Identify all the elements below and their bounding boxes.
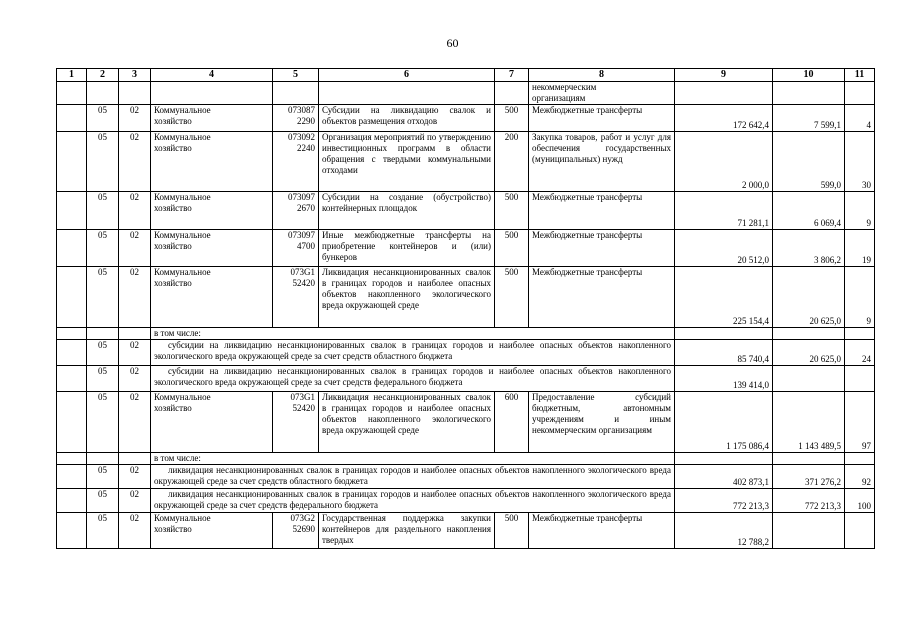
- cell-section: 05: [87, 230, 119, 267]
- cell-subsection: 02: [119, 489, 151, 513]
- cell-description: Государственная поддержка закупки контейнеров для раздельного накопления твердых: [319, 513, 495, 549]
- cell-expense-type: Межбюджетные трансферты: [529, 192, 675, 230]
- cell-expense-type: Межбюджетные трансферты: [529, 105, 675, 132]
- cell-section: 05: [87, 192, 119, 230]
- cell-plan: 20 512,0: [675, 230, 773, 267]
- cell-description: Иные межбюджетные трансферты на приобретение контейнеров и (или) бункеров: [319, 230, 495, 267]
- col-header: 2: [87, 69, 119, 82]
- cell-section: 05: [87, 392, 119, 453]
- cell-code: 073097 2670: [273, 192, 319, 230]
- cell-expense-type: Закупка товаров, работ и услуг для обеспечения государственных (муниципальных) нужд: [529, 132, 675, 192]
- table-row: [57, 489, 875, 513]
- cell-subsection: 02: [119, 340, 151, 366]
- cell-percent: 30: [845, 132, 875, 192]
- cell-subsection: 02: [119, 392, 151, 453]
- cell-percent: [845, 513, 875, 549]
- cell-subsection: 02: [119, 192, 151, 230]
- cell-actual: 20 625,0: [773, 267, 845, 328]
- cell-subitem-description: субсидии на ликвидацию несанкционированных свалок в границах городов и наиболее опасных объектов накопленного экологического вреда окружающей среде за счет средств областного бюджета: [151, 340, 675, 366]
- cell-subsection: 02: [119, 465, 151, 489]
- cell-code: 073G1 52420: [273, 392, 319, 453]
- cell: [57, 392, 87, 453]
- cell: [773, 82, 845, 105]
- cell: [773, 453, 845, 465]
- cell-name: Коммунальное хозяйство: [151, 267, 273, 328]
- cell: [273, 82, 319, 105]
- in-that-number-label: в том числе:: [151, 453, 675, 465]
- table-row: [57, 267, 875, 328]
- cell-subitem-description: субсидии на ликвидацию несанкционированных свалок в границах городов и наиболее опасных объектов накопленного экологического вреда окружающей среде за счет средств федерального бюджета: [151, 366, 675, 392]
- cell-section: 05: [87, 267, 119, 328]
- cell-section: 05: [87, 366, 119, 392]
- cell-expense-type: Межбюджетные трансферты: [529, 230, 675, 267]
- cell: [57, 132, 87, 192]
- cell-actual: 20 625,0: [773, 340, 845, 366]
- cell: [119, 453, 151, 465]
- cell-section: 05: [87, 465, 119, 489]
- cell-actual: 3 806,2: [773, 230, 845, 267]
- table-row: [57, 328, 875, 340]
- cell: [675, 453, 773, 465]
- cell-plan: 139 414,0: [675, 366, 773, 392]
- cell-percent: 4: [845, 105, 875, 132]
- cell: [57, 82, 87, 105]
- cell: [87, 328, 119, 340]
- col-header: 6: [319, 69, 495, 82]
- cell-code: 073G1 52420: [273, 267, 319, 328]
- cell: [87, 82, 119, 105]
- cell-type-code: 500: [495, 513, 529, 549]
- cell-actual: 371 276,2: [773, 465, 845, 489]
- cell: [845, 328, 875, 340]
- cell-name: Коммунальное хозяйство: [151, 192, 273, 230]
- cell-code: 073G2 52690: [273, 513, 319, 549]
- cell-code: 073087 2290: [273, 105, 319, 132]
- cell-percent: 92: [845, 465, 875, 489]
- cell-code: 073092 2240: [273, 132, 319, 192]
- cell-actual: [773, 513, 845, 549]
- cell-percent: [845, 366, 875, 392]
- cell-percent: 9: [845, 267, 875, 328]
- cell: [57, 267, 87, 328]
- cell: [119, 82, 151, 105]
- cell-actual: 772 213,3: [773, 489, 845, 513]
- cell: [57, 453, 87, 465]
- cell-percent: 9: [845, 192, 875, 230]
- table-row: [57, 340, 875, 366]
- column-number-row: [57, 69, 875, 82]
- cell-type-code: 500: [495, 230, 529, 267]
- col-header: 5: [273, 69, 319, 82]
- cell-name: Коммунальное хозяйство: [151, 105, 273, 132]
- cell-plan: 85 740,4: [675, 340, 773, 366]
- table-row: [57, 465, 875, 489]
- cell-expense-type: Межбюджетные трансферты: [529, 267, 675, 328]
- cell-plan: 772 213,3: [675, 489, 773, 513]
- table-row: [57, 366, 875, 392]
- col-header: 1: [57, 69, 87, 82]
- col-header: 3: [119, 69, 151, 82]
- table-row: [57, 105, 875, 132]
- cell-type-code: 500: [495, 267, 529, 328]
- cell-section: 05: [87, 489, 119, 513]
- col-header: 8: [529, 69, 675, 82]
- cell-plan: 172 642,4: [675, 105, 773, 132]
- cell-description: Субсидии на ликвидацию свалок и объектов размещения отходов: [319, 105, 495, 132]
- cell-subsection: 02: [119, 267, 151, 328]
- cell: [845, 453, 875, 465]
- cell-type-code: 500: [495, 105, 529, 132]
- cell-percent: 97: [845, 392, 875, 453]
- col-header: 9: [675, 69, 773, 82]
- col-header: 11: [845, 69, 875, 82]
- cell-type-code: 600: [495, 392, 529, 453]
- cell: [57, 105, 87, 132]
- cell-actual: 7 599,1: [773, 105, 845, 132]
- col-header: 7: [495, 69, 529, 82]
- cell-subsection: 02: [119, 366, 151, 392]
- cell: [845, 82, 875, 105]
- cell-plan: 402 873,1: [675, 465, 773, 489]
- cell-actual: 599,0: [773, 132, 845, 192]
- cell-subsection: 02: [119, 105, 151, 132]
- cell-name: Коммунальное хозяйство: [151, 513, 273, 549]
- cell-section: 05: [87, 340, 119, 366]
- cell-description: Ликвидация несанкционированных свалок в границах городов и наиболее опасных объектов накопленного экологического вреда окружающей среде: [319, 267, 495, 328]
- table-row: [57, 453, 875, 465]
- cell: [151, 82, 273, 105]
- budget-table: [56, 68, 875, 549]
- cell: [319, 82, 495, 105]
- cell-actual: [773, 366, 845, 392]
- table-row: [57, 192, 875, 230]
- cell-plan: 12 788,2: [675, 513, 773, 549]
- cell-subsection: 02: [119, 132, 151, 192]
- cell-section: 05: [87, 132, 119, 192]
- cell: [87, 453, 119, 465]
- cell-subsection: 02: [119, 230, 151, 267]
- col-header: 10: [773, 69, 845, 82]
- table-row: [57, 132, 875, 192]
- cell-expense-type: некоммерческим организациям: [529, 82, 675, 105]
- cell-plan: 225 154,4: [675, 267, 773, 328]
- cell-subitem-description: ликвидация несанкционированных свалок в границах городов и наиболее опасных объектов накопленного экологического вреда окружающей среде за счет средств областного бюджета: [151, 465, 675, 489]
- cell: [495, 82, 529, 105]
- cell-type-code: 500: [495, 192, 529, 230]
- cell-name: Коммунальное хозяйство: [151, 230, 273, 267]
- table-row: [57, 82, 875, 105]
- cell: [57, 489, 87, 513]
- cell-plan: 71 281,1: [675, 192, 773, 230]
- cell: [57, 366, 87, 392]
- cell: [57, 192, 87, 230]
- cell-plan: 1 175 086,4: [675, 392, 773, 453]
- cell-section: 05: [87, 513, 119, 549]
- cell: [119, 328, 151, 340]
- col-header: 4: [151, 69, 273, 82]
- cell: [57, 465, 87, 489]
- cell-description: Ликвидация несанкционированных свалок в границах городов и наиболее опасных объектов накопленного экологического вреда окружающей среде: [319, 392, 495, 453]
- cell-section: 05: [87, 105, 119, 132]
- cell-description: Организация мероприятий по утверждению инвестиционных программ в области обращения с твердыми коммунальными отходами: [319, 132, 495, 192]
- cell-name: Коммунальное хозяйство: [151, 392, 273, 453]
- cell-actual: 1 143 489,5: [773, 392, 845, 453]
- cell: [57, 513, 87, 549]
- cell-description: Субсидии на создание (обустройство) контейнерных площадок: [319, 192, 495, 230]
- cell-percent: 100: [845, 489, 875, 513]
- cell-name: Коммунальное хозяйство: [151, 132, 273, 192]
- page-number: 60: [446, 36, 459, 50]
- cell-percent: 19: [845, 230, 875, 267]
- cell-subsection: 02: [119, 513, 151, 549]
- cell: [57, 340, 87, 366]
- cell: [57, 230, 87, 267]
- table-row: [57, 392, 875, 453]
- cell-code: 073097 4700: [273, 230, 319, 267]
- in-that-number-label: в том числе:: [151, 328, 675, 340]
- cell-actual: 6 069,4: [773, 192, 845, 230]
- cell-percent: 24: [845, 340, 875, 366]
- cell: [57, 328, 87, 340]
- table-row: [57, 513, 875, 549]
- cell-expense-type: Межбюджетные трансферты: [529, 513, 675, 549]
- cell-subitem-description: ликвидация несанкционированных свалок в границах городов и наиболее опасных объектов накопленного экологического вреда окружающей среде за счет средств федерального бюджета: [151, 489, 675, 513]
- cell: [773, 328, 845, 340]
- table-row: [57, 230, 875, 267]
- cell-type-code: 200: [495, 132, 529, 192]
- cell-expense-type: Предоставление субсидий бюджетным, автономным учреждениям и иным некоммерческим организациям: [529, 392, 675, 453]
- cell-plan: 2 000,0: [675, 132, 773, 192]
- cell: [675, 82, 773, 105]
- cell: [675, 328, 773, 340]
